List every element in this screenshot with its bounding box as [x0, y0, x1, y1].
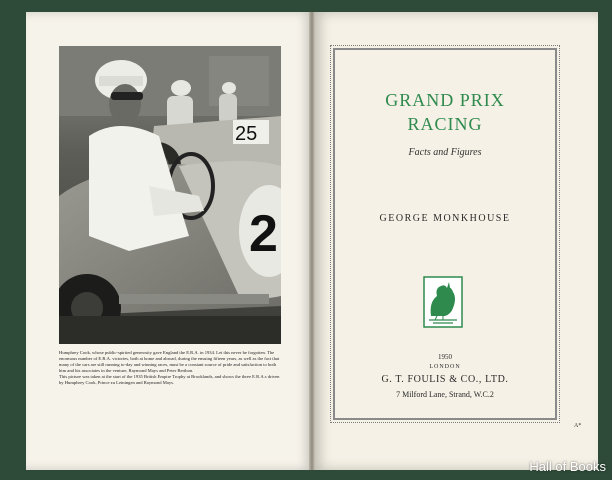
publisher-name: G. T. FOULIS & CO., LTD. [381, 374, 509, 385]
caption-line: Humphrey Cook, whose public-spirited generosity gave England the E.R.A. in 1934. Let this never be forgotten. The enormous number of E.R.A. victories, both at home and abroad, during the ensuing fifteen years, as well as the fact that many of the cars are still running to-day and winning races, must be a constant source of pride and satisfaction to both him and his associates in the venture, Raymond Mays and Peter Berthon. [59, 350, 280, 373]
book-gutter [309, 12, 315, 470]
photo-caption [59, 350, 281, 386]
watermark: Hall of Books [529, 459, 606, 474]
rooster-emblem-icon [423, 276, 463, 328]
car-number-2: 2 [249, 205, 278, 263]
publication-city: LONDON [429, 364, 461, 370]
car-number-25: 25 [235, 123, 258, 145]
caption-line: This picture was taken at the start of the 1935 British Empire Trophy at Brooklands, and shows the three E.R.A.s driven by Humphrey Cook, Prince zu Leiningen and Raymond Mays. [59, 374, 280, 385]
frontispiece-photo [59, 46, 281, 344]
publisher-address: 7 Milford Lane, Strand, W.C.2 [396, 390, 494, 399]
book-author: GEORGE MONKHOUSE [379, 213, 511, 224]
book-title-line2: RACING [407, 114, 483, 134]
book-subtitle: Facts and Figures [408, 147, 482, 158]
book-title-line1: GRAND PRIX [385, 90, 505, 110]
publication-year: 1950 [438, 353, 452, 361]
signature-mark: A* [574, 423, 582, 429]
